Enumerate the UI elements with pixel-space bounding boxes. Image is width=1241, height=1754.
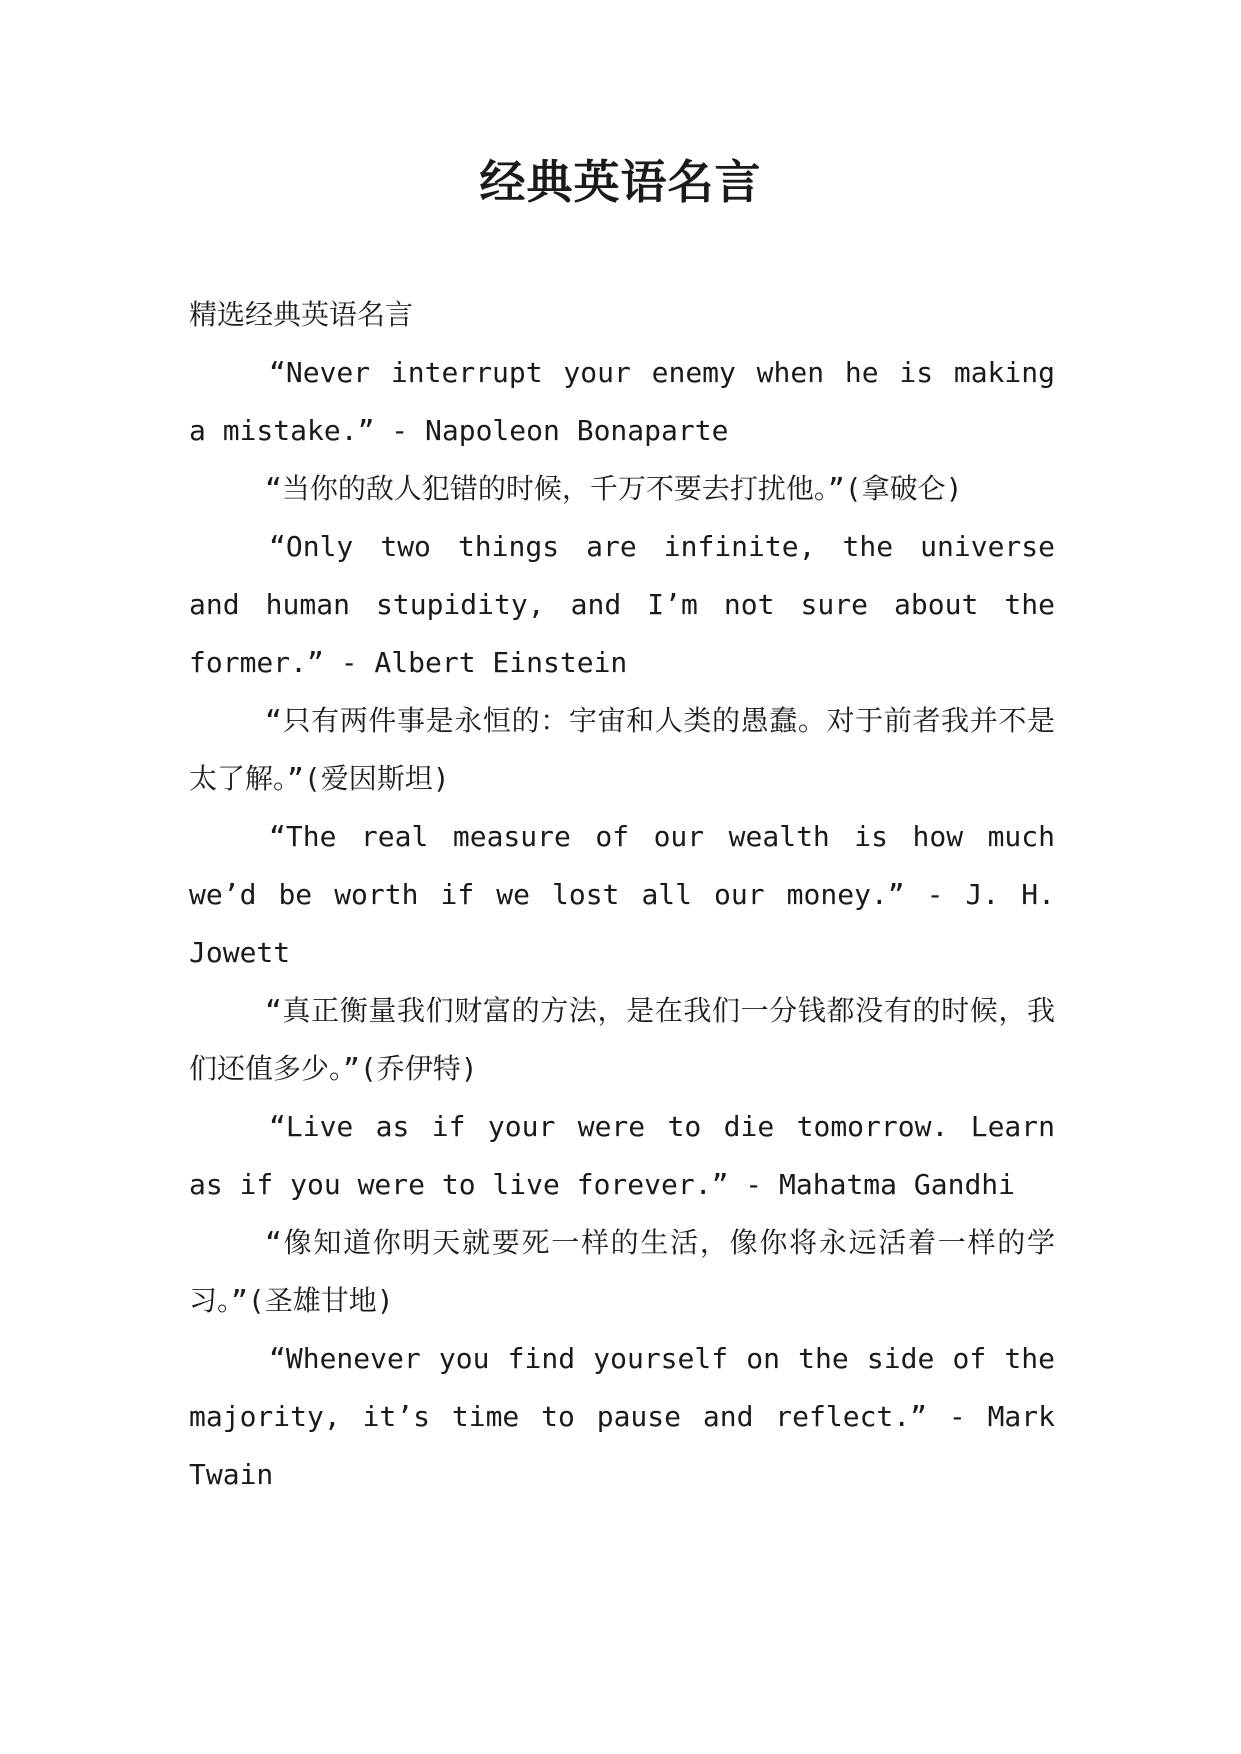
quote-chinese-gandhi: “像知道你明天就要死一样的生活，像你将永远活着一样的学习。”(圣雄甘地): [189, 1226, 1055, 1317]
document-title: 经典英语名言: [479, 155, 762, 209]
quote-english-einstein: “Only two things are infinite, the universe and human stupidity, and I’m not sure about the former.” - Albert Einstein: [189, 530, 1055, 679]
quote-english-jowett: “The real measure of our wealth is how much we’d be worth if we lost all our money.” - J. H. Jowett: [189, 820, 1055, 969]
quote-chinese-einstein: “只有两件事是永恒的：宇宙和人类的愚蠢。对于前者我并不是太了解。”(爱因斯坦): [189, 704, 1055, 795]
quote-chinese-jowett: “真正衡量我们财富的方法，是在我们一分钱都没有的时候，我们还值多少。”(乔伊特): [189, 994, 1055, 1085]
quote-english-napoleon: “Never interrupt your enemy when he is making a mistake.” - Napoleon Bonaparte: [189, 356, 1055, 447]
quote-chinese-napoleon: “当你的敌人犯错的时候，千万不要去打扰他。”(拿破仑): [265, 472, 963, 505]
quote-english-gandhi: “Live as if your were to die tomorrow. Learn as if you were to live forever.” - Mahatma Gandhi: [189, 1110, 1055, 1201]
document-body: [189, 286, 1055, 1504]
intro-line: 精选经典英语名言: [189, 298, 414, 331]
quote-english-twain: “Whenever you find yourself on the side of the majority, it’s time to pause and reflect.” - Mark Twain: [189, 1342, 1055, 1491]
